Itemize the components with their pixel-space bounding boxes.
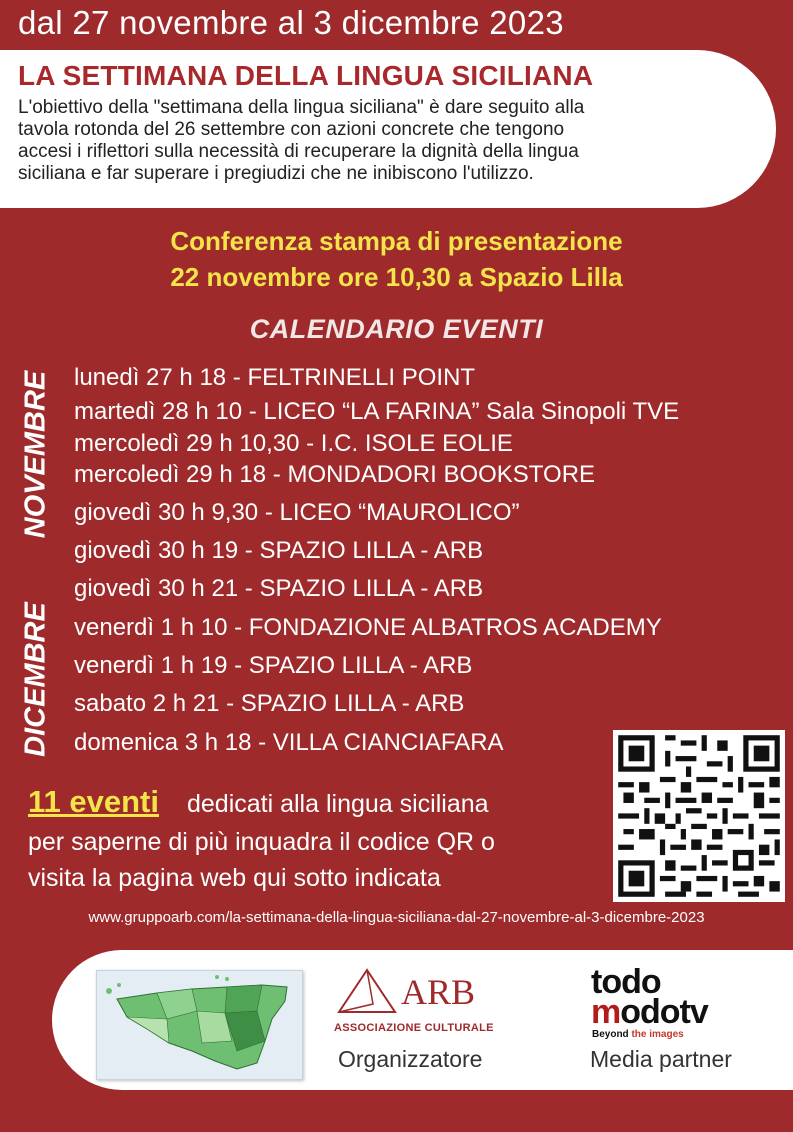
todomodotv-logo-line1: todo: [591, 963, 661, 1001]
sicily-map-icon: [97, 971, 302, 1079]
month-label-novembre: NOVEMBRE: [19, 370, 52, 539]
arb-logo-icon: [335, 964, 495, 1020]
calendar-event: giovedì 30 h 9,30 - LICEO “MAUROLICO”: [74, 499, 520, 526]
calendar-event: giovedì 30 h 21 - SPAZIO LILLA - ARB: [74, 575, 484, 602]
calendar-event: mercoledì 29 h 10,30 - I.C. ISOLE EOLIE: [74, 430, 513, 457]
event-url-link[interactable]: www.gruppoarb.com/la-settimana-della-lingua-siciliana-dal-27-novembre-al-3-dicembre-2023: [88, 909, 705, 926]
calendar-event: sabato 2 h 21 - SPAZIO LILLA - ARB: [74, 690, 465, 717]
calendar-event: domenica 3 h 18 - VILLA CIANCIAFARA: [74, 729, 504, 756]
todomodotv-tagline: Beyond the images: [592, 1029, 684, 1040]
qr-instructions-line1: per saperne di più inquadra il codice QR o: [28, 828, 495, 856]
events-count-line: [28, 784, 489, 820]
event-dates: dal 27 novembre al 3 dicembre 2023: [18, 4, 564, 41]
press-conference-line1: Conferenza stampa di presentazione: [170, 226, 623, 256]
calendar-event: venerdì 1 h 19 - SPAZIO LILLA - ARB: [74, 652, 473, 679]
intro-text: [18, 97, 708, 185]
calendar-event: mercoledì 29 h 18 - MONDADORI BOOKSTORE: [74, 461, 596, 488]
intro-title: LA SETTIMANA DELLA LINGUA SICILIANA: [18, 60, 594, 91]
organizer-caption: Organizzatore: [338, 1046, 483, 1072]
calendar-title: CALENDARIO EVENTI: [249, 314, 544, 344]
arb-subtitle: ASSOCIAZIONE CULTURALE: [334, 1022, 494, 1034]
todomodotv-logo-rest: odotv: [620, 993, 708, 1031]
qr-code[interactable]: [613, 730, 785, 902]
todomodotv-logo-m: m: [591, 993, 621, 1031]
calendar-event: lunedì 27 h 18 - FELTRINELLI POINT: [74, 364, 476, 391]
calendar-event: venerdì 1 h 10 - FONDAZIONE ALBATROS ACADEMY: [74, 614, 662, 641]
press-conference-line2: 22 novembre ore 10,30 a Spazio Lilla: [170, 262, 623, 292]
events-count: 11 eventi: [28, 784, 159, 819]
qr-code-icon: [613, 730, 785, 902]
todomodotv-logo-line2: [591, 995, 708, 1029]
arb-logo-text: ARB: [401, 972, 476, 1012]
month-label-dicembre: DICEMBRE: [19, 602, 52, 757]
calendar-event: giovedì 30 h 19 - SPAZIO LILLA - ARB: [74, 537, 484, 564]
intro-line: siciliana e far superare i pregiudizi che ne inibiscono l'utilizzo.: [18, 163, 534, 184]
sicily-map-image: [96, 970, 303, 1080]
events-count-text: dedicati alla lingua siciliana: [186, 790, 489, 818]
intro-line: tavola rotonda del 26 settembre con azioni concrete che tengono: [18, 119, 565, 140]
intro-line: L'obiettivo della "settimana della lingua siciliana" è dare seguito alla: [18, 97, 585, 118]
qr-instructions-line2: visita la pagina web qui sotto indicata: [28, 864, 441, 892]
calendar-event: martedì 28 h 10 - LICEO “LA FARINA” Sala Sinopoli TVE: [74, 398, 680, 425]
media-partner-caption: Media partner: [590, 1046, 732, 1072]
intro-line: accesi i riflettori sulla necessità di recuperare la dignità della lingua: [18, 141, 579, 162]
